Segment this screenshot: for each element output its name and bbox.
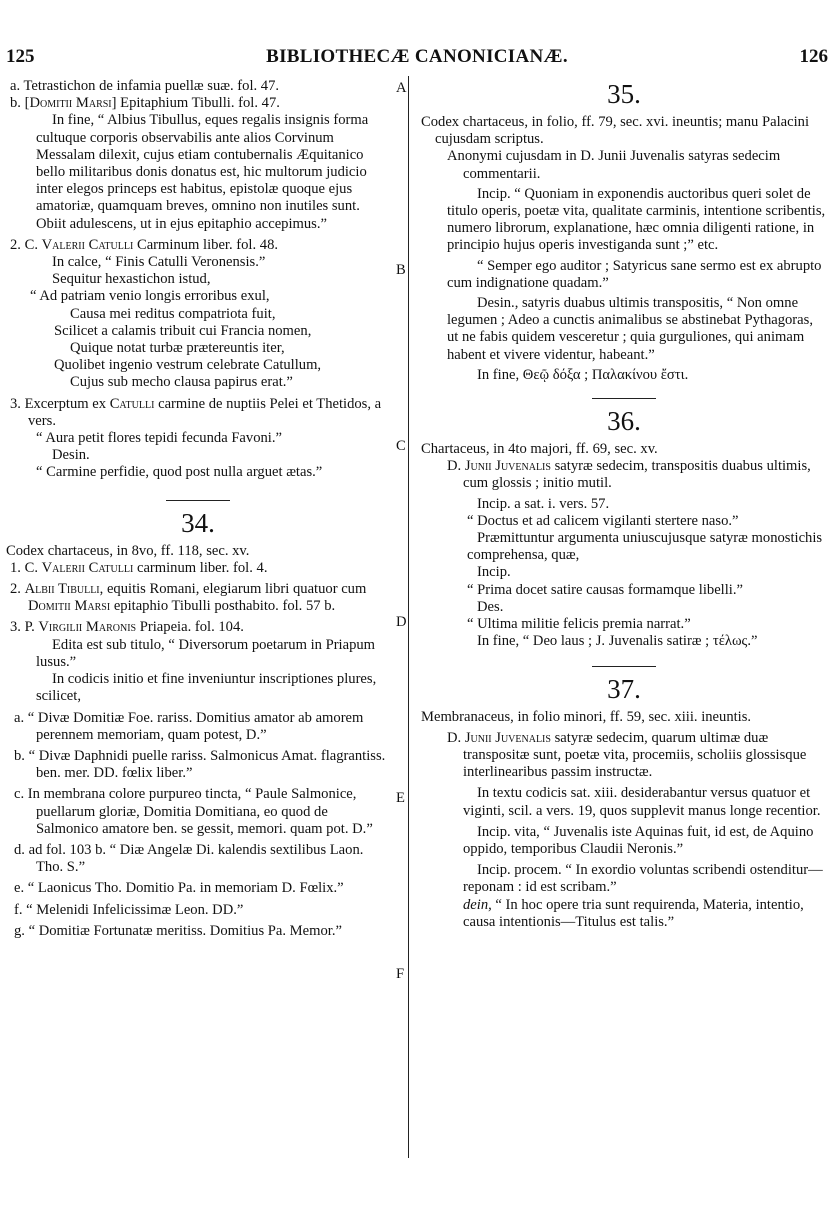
margin-mark-f: F xyxy=(396,966,405,982)
codex-36-description: Chartaceus, in 4to majori, ff. 69, sec. xv. xyxy=(421,441,658,458)
codex-36-fine: In fine, “ Deo laus ; J. Juvenalis satiræ ; τέλως.” xyxy=(477,633,758,650)
codex-34-description: Codex chartaceus, in 8vo, ff. 118, sec. xv. xyxy=(6,542,250,559)
codex-number-37: 37. xyxy=(607,674,641,705)
codex-37-description: Membranaceus, in folio minori, ff. 59, sec. xiii. ineuntis. xyxy=(421,709,752,726)
item-3-quote-1: “ Aura petit flores tepidi fecunda Favoni.” xyxy=(36,430,282,447)
codex-35-fine: In fine, Θεῷ δόξα ; Παλακίνου ἔστι. xyxy=(477,366,689,383)
item-2-sequitur: Sequitur hexastichon istud, xyxy=(52,271,211,288)
codex-35-desin: Desin., satyris duabus ultimis transpositis, “ Non omne legumen ; Adeo a cunctis animalibus se abstinebat Pythagoras, ut ne fabis quidem vesceretur ; quia gurguliones, qui animam habent et vivere videntur, habeant.” xyxy=(447,295,813,363)
verse-line: Cujus sub mecho clausa papirus erat.” xyxy=(70,374,293,391)
codex-35-description: Codex chartaceus, in folio, ff. 79, sec. xvi. ineuntis; manu Palacini cujusdam scriptus. xyxy=(421,114,809,148)
margin-mark-d: D xyxy=(396,614,407,630)
codex-37-vita: Incip. vita, “ Juvenalis iste Aquinas fuit, id est, de Aquino oppido, temporibus Claudii Neronis.” xyxy=(463,823,814,857)
margin-mark-c: C xyxy=(396,438,406,454)
entry-b-fine: In fine, “ Albius Tibullus, eques regalis insignis forma cultuque corporis observabilis ante alios Corvinum Messalam dilexit, cujus etiam contubernalis Æquitanico bello militaribus donis donatus est, hic multorum judicio inter elegos princeps est habitus, epistolæ quoque ejus amatoriæ, quamquam breves, omnino non inutiles sunt. Obiit adulescens, ut in ejus epitaphio accepimus.” xyxy=(36,112,369,232)
page-header xyxy=(6,46,828,72)
verse-line: “ Ad patriam venio longis erroribus exul, xyxy=(30,288,270,305)
item-2-calce: In calce, “ Finis Catulli Veronensis.” xyxy=(52,254,266,271)
codex-35-incipit: Incip. “ Quoniam in exponendis auctoribus queri solet de titulo operis, poetæ vita, qualitate carminis, intentione scribentis, numero librorum, explanatione, hæc omnia diligenti ratione, in principio hujus operis investiganda sunt ;” etc. xyxy=(447,185,826,254)
codex-36-des: Des. xyxy=(477,598,504,615)
codex-number-36: 36. xyxy=(607,406,641,437)
page-number-left: 125 xyxy=(6,46,35,67)
codex-37-proem: Incip. procem. “ In exordio voluntas scribendi ostenditur—reponam : id est scribam.” xyxy=(463,862,823,896)
inscription-c: c. In membrana colore purpureo tincta, “ Paule Salmonice, puellarum gloriæ, Domitia Domitiana, eo quod de Salmonico amatore ben. se gessit, memori. quam pot. D.” xyxy=(14,786,373,837)
entry-a: a. Tetrastichon de infamia puellæ suæ. fol. 47. xyxy=(10,78,280,94)
item-3-desin: Desin. xyxy=(52,447,90,464)
verse-line: Scilicet a calamis tribuit cui Francia nomen, xyxy=(54,322,312,339)
page-number-right: 126 xyxy=(799,46,828,67)
verse-line: Causa mei reditus compatriota fuit, xyxy=(70,305,276,322)
item-3-quote-2: “ Carmine perfidie, quod post nulla arguet ætas.” xyxy=(36,464,323,481)
margin-mark-a: A xyxy=(396,80,407,96)
running-title: BIBLIOTHECÆ CANONICIANÆ. xyxy=(266,46,568,67)
inscription-e: e. “ Laonicus Tho. Domitio Pa. in memoriam D. Fœlix.” xyxy=(14,880,344,897)
item-3: 3. Excerptum ex Catulli carmine de nuptiis Pelei et Thetidos, a vers. xyxy=(10,395,382,429)
section-rule xyxy=(166,500,230,501)
verse-line: Quolibet ingenio vestrum celebrate Catullum, xyxy=(54,357,322,374)
item-2: 2. C. Valerii Catulli Carminum liber. fol. 48. xyxy=(10,236,279,253)
codex-36-quote-1: “ Doctus et ad calicem vigilanti stertere naso.” xyxy=(467,512,739,529)
codex-35-anonymi: Anonymi cujusdam in D. Junii Juvenalis satyras sedecim commentarii. xyxy=(447,148,781,182)
codex-34-item-2: 2. Albii Tibulli, equitis Romani, elegiarum libri quatuor cum Domitii Marsi epitaphio Tibulli posthabito. fol. 57 b. xyxy=(10,581,367,615)
codex-number-34: 34. xyxy=(181,507,215,538)
inscription-b: b. “ Divæ Daphnidi puelle rariss. Salmonicus Amat. flagrantiss. ben. mer. DD. fœlix liber.” xyxy=(14,747,386,782)
codex-36-quote-3: “ Ultima militie felicis premia narrat.” xyxy=(467,616,691,633)
codex-37-textu: In textu codicis sat. xiii. desiderabantur versus quatuor et viginti, scil. a vers. 19, quos supplevit manus longe recentior. xyxy=(463,785,821,819)
inscription-d: d. ad fol. 103 b. “ Diæ Angelæ Di. kalendis sextilibus Laon. Tho. S.” xyxy=(14,841,364,876)
codex-35-semper: “ Semper ego auditor ; Satyricus sane sermo est ex abrupto cum indignatione quadam.” xyxy=(447,257,822,291)
codex-36-incipit-2: Incip. xyxy=(477,564,511,581)
codex-number-35: 35. xyxy=(607,79,641,109)
codex-34-edita: Edita est sub titulo, “ Diversorum poetarum in Priapum lusus.” xyxy=(36,636,376,670)
codex-34-item-1: 1. C. Valerii Catulli carminum liber. fol. 4. xyxy=(10,559,268,576)
right-column xyxy=(421,78,827,931)
codex-34-inscriptions: In codicis initio et fine inveniuntur inscriptiones plures, scilicet, xyxy=(36,671,377,705)
inscription-f: f. “ Melenidi Infelicissimæ Leon. DD.” xyxy=(14,901,244,918)
codex-36-praemittuntur: Præmittuntur argumenta uniuscujusque satyræ monostichis comprehensa, quæ, xyxy=(467,530,823,564)
codex-37-contents: D. Junii Juvenalis satyræ sedecim, quarum ultimæ duæ transpositæ sunt, poetæ vita, procemiis, scholiis glossisque interlinearibus passim instructæ. xyxy=(447,729,807,781)
verse-line: Quique notat turbæ prætereuntis iter, xyxy=(70,340,285,357)
section-rule xyxy=(592,398,656,399)
entry-b: b. [Domitii Marsi] Epitaphium Tibulli. fol. 47. xyxy=(10,95,280,112)
codex-34-item-3: 3. P. Virgilii Maronis Priapeia. fol. 104. xyxy=(10,619,244,636)
codex-36-contents: D. Junii Juvenalis satyræ sedecim, transpositis duabus ultimis, cum glossis ; initio mutil. xyxy=(447,458,811,492)
codex-36-quote-2: “ Prima docet satire causas formamque libelli.” xyxy=(467,581,743,598)
inscription-g: g. “ Domitiæ Fortunatæ meritiss. Domitius Pa. Memor.” xyxy=(14,922,342,939)
codex-36-incipit: Incip. a sat. i. vers. 57. xyxy=(477,495,610,512)
left-column xyxy=(6,78,390,940)
margin-mark-e: E xyxy=(396,790,405,806)
margin-mark-b: B xyxy=(396,262,406,278)
section-rule xyxy=(592,666,656,667)
inscription-a: a. “ Divæ Domitiæ Foe. rariss. Domitius amator ab amorem perennem memoriam, quam potest, D.” xyxy=(14,709,364,743)
column-divider xyxy=(408,76,409,1158)
codex-37-dein: dein, “ In hoc opere tria sunt requirenda, Materia, intentio, causa intentionis—Titulus est talis.” xyxy=(463,896,804,930)
